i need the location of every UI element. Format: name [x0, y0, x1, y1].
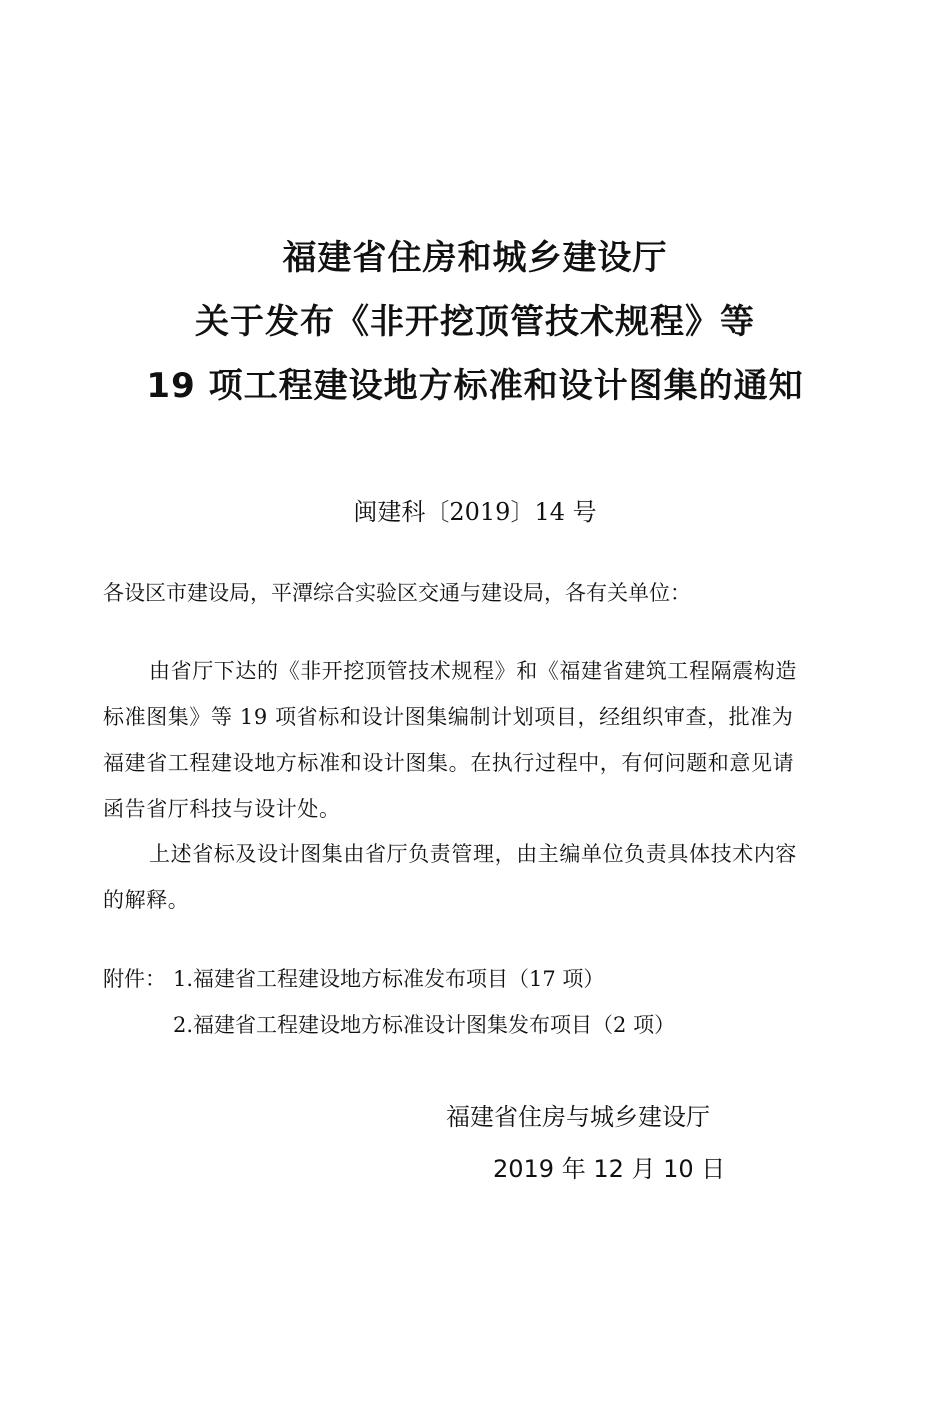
paragraph-line: 标准图集》等 19 项省标和设计图集编制计划项目，经组织审查，批准为 — [103, 705, 794, 729]
attachment-item — [103, 956, 863, 1002]
paragraph-line: 函告省厅科技与设计处。 — [103, 797, 341, 821]
document-number: 闽建科〔2019〕14 号 — [353, 498, 597, 526]
title-line-3: 19 项工程建设地方标准和设计图集的通知 — [146, 366, 804, 406]
paragraph-line: 由省厅下达的《非开挖顶管技术规程》和《福建省建筑工程隔震构造 — [149, 659, 797, 683]
title-line-1: 福建省住房和城乡建设厅 — [282, 238, 668, 278]
issue-date: 2019 年 12 月 10 日 — [493, 1155, 726, 1183]
attachment-item-text: 2.福建省工程建设地方标准设计图集发布项目（2 项） — [173, 1013, 676, 1037]
document-title — [0, 232, 950, 424]
salutation: 各设区市建设局，平潭综合实验区交通与建设局，各有关单位： — [103, 581, 691, 605]
attachments-label: 附件： — [103, 967, 166, 991]
paragraph-line: 上述省标及设计图集由省厅负责管理，由主编单位负责具体技术内容 — [149, 842, 797, 866]
issuing-organization: 福建省住房与城乡建设厅 — [446, 1103, 710, 1131]
attachments-list — [103, 956, 863, 1048]
paragraph-line: 福建省工程建设地方标准和设计图集。在执行过程中，有何问题和意见请 — [103, 751, 795, 775]
attachment-item-text: 1.福建省工程建设地方标准发布项目（17 项） — [173, 967, 605, 991]
title-line-2: 关于发布《非开挖顶管技术规程》等 — [195, 302, 755, 342]
paragraph-line: 的解释。 — [103, 888, 190, 912]
body-paragraph-2 — [103, 831, 858, 923]
attachment-item — [103, 1002, 863, 1048]
body-paragraph-1 — [103, 648, 858, 832]
signature-block — [446, 1100, 866, 1186]
